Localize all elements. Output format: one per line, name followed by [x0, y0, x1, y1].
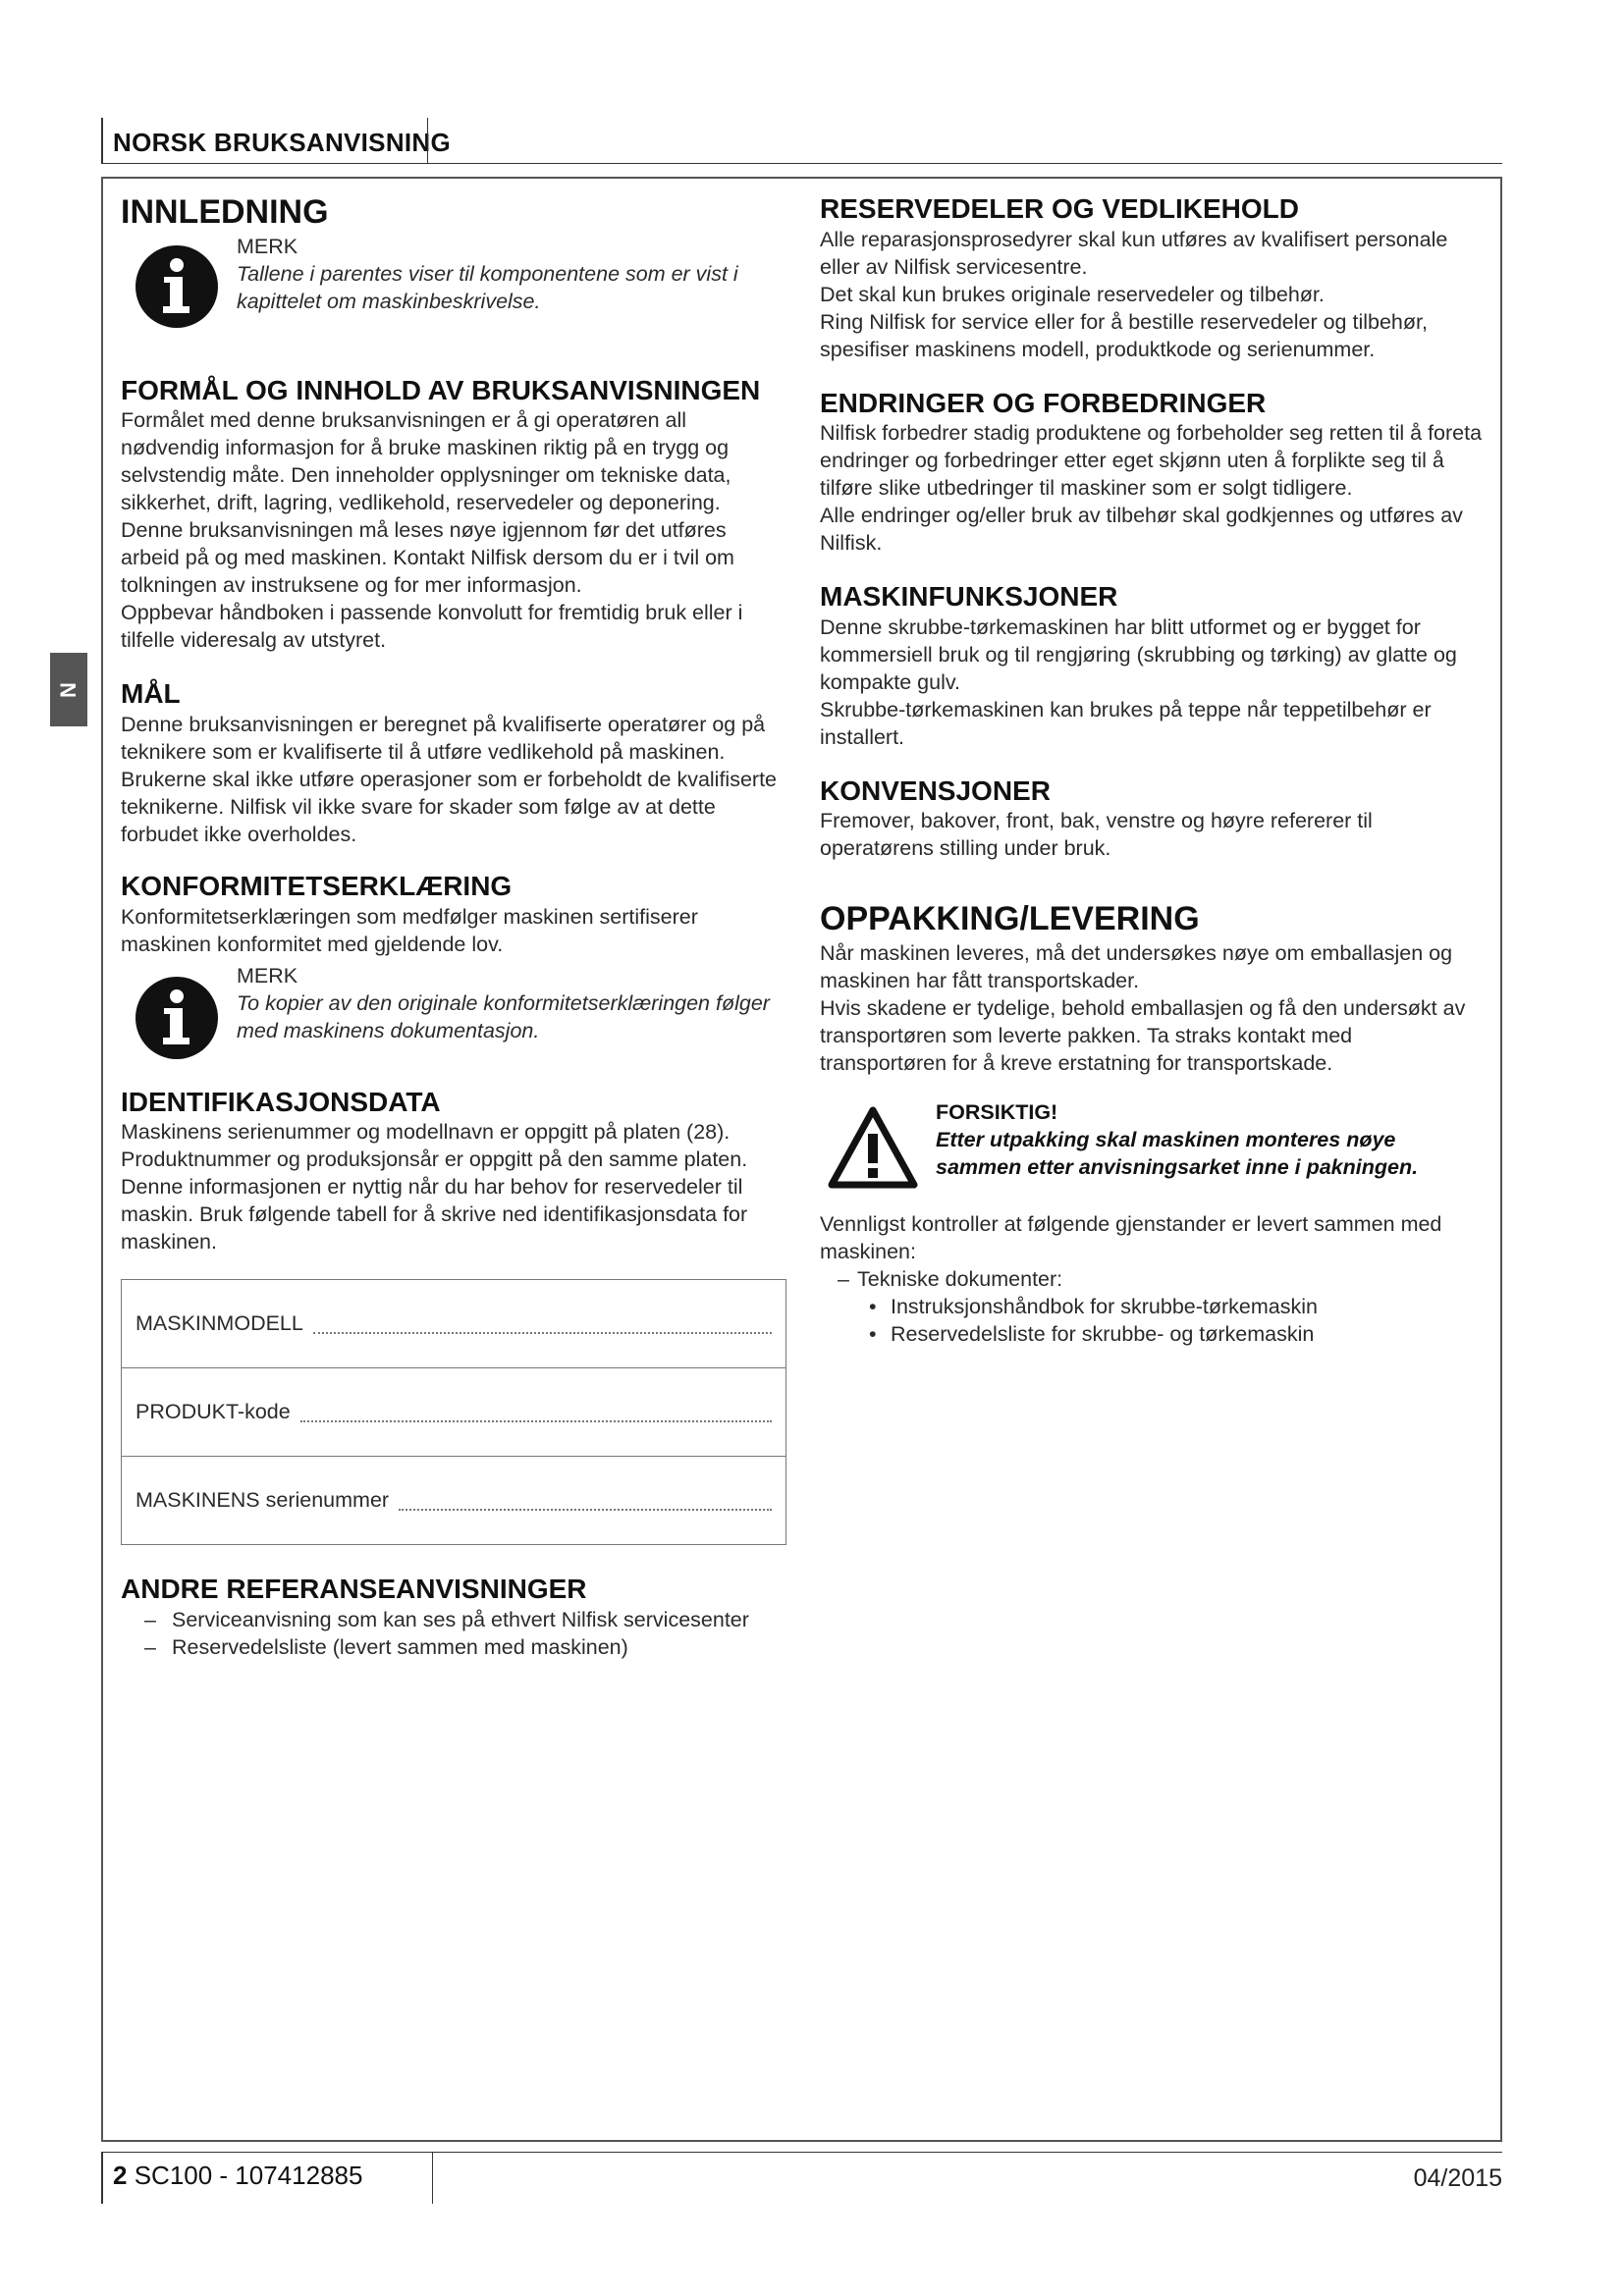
id-fill-line-model[interactable] [313, 1314, 772, 1334]
note-body: To kopier av den originale konformitetserklæringen følger med maskinens dokumentasjon. [237, 990, 770, 1042]
mal-paragraph-1: Denne bruksanvisningen er beregnet på kvalifiserte operatører og på teknikere som er kvalifiserte til å utføre vedlikehold på maskinen. [121, 712, 766, 764]
page-footer [101, 2152, 1502, 2204]
section-mal [121, 677, 788, 848]
dash-marker: – [144, 1607, 156, 1631]
andre-title: ANDRE REFERANSEANVISNINGER [121, 1574, 587, 1605]
section-reservedeler [820, 192, 1483, 363]
oppakking-bullet-list [820, 1293, 1483, 1348]
innledning-title: INNLEDNING [121, 193, 329, 231]
bullet-marker: • [869, 1322, 877, 1347]
maskinfunksjoner-title: MASKINFUNKSJONER [820, 581, 1118, 613]
endringer-title: ENDRINGER OG FORBEDRINGER [820, 387, 1267, 418]
konformitet-paragraph-1: Konformitetserklæringen som medfølger maskinen sertifiserer maskinen konformitet med gjeldende lov. [121, 904, 698, 956]
konvensjoner-title: KONVENSJONER [820, 774, 1051, 806]
identifikasjon-paragraph-2: Produktnummer og produksjonsår er oppgitt på den samme platen. [121, 1148, 748, 1172]
list-item [820, 1320, 1483, 1348]
caution-text [936, 1098, 1483, 1181]
dash-marker: – [838, 1267, 849, 1292]
bullet-marker: • [869, 1295, 877, 1319]
konvensjoner-paragraph-1: Fremover, bakover, front, bak, venstre og høyre refererer til operatørens stilling under bruk. [820, 809, 1373, 861]
oppakking-dash-list [820, 1265, 1483, 1293]
identifikasjon-paragraph-3: Denne informasjonen er nyttig når du har behov for reservedeler til maskin. Bruk følgende tabell for å skrive ned identifikasjonsdata for maskinen. [121, 1175, 748, 1255]
endringer-paragraph-1: Nilfisk forbedrer stadig produktene og forbeholder seg retten til å foreta endringer og forbedringer etter eget skjønn uten å forplikte seg til å tilføre slike utbedringer til maskiner som er solgt tidligere. [820, 421, 1483, 501]
id-label-model: MASKINMODELL [135, 1311, 303, 1336]
section-innledning [121, 192, 788, 329]
list-item [121, 1606, 788, 1633]
warning-triangle-icon [828, 1106, 918, 1189]
reservedeler-title: RESERVEDELER OG VEDLIKEHOLD [820, 193, 1300, 224]
identification-table [121, 1279, 786, 1545]
list-item [820, 1265, 1483, 1293]
id-row-model [122, 1280, 785, 1368]
section-andre [121, 1573, 788, 1661]
list-item [121, 1633, 788, 1661]
section-identifikasjon [121, 1086, 788, 1546]
identifikasjon-title: IDENTIFIKASJONSDATA [121, 1086, 441, 1117]
konformitet-title: KONFORMITETSERKLÆRING [121, 870, 513, 901]
side-tab-label: N [55, 681, 81, 698]
language-side-tab [50, 653, 87, 726]
mal-paragraph-2: Brukerne skal ikke utføre operasjoner som er forbeholdt de kvalifiserte teknikerne. Nilfisk vil ikke svare for skader som følge av at dette forbudet ikke overholdes. [121, 767, 778, 846]
note-label: MERK [237, 234, 298, 258]
note-body: Tallene i parentes viser til komponentene som er vist i kapittelet om maskinbeskrivelse. [237, 261, 738, 313]
note-label: MERK [237, 963, 298, 988]
footer-divider [432, 2153, 433, 2204]
list-item-text: Reservedelsliste (levert sammen med maskinen) [172, 1634, 628, 1659]
reservedeler-paragraph-1: Alle reparasjonsprosedyrer skal kun utføres av kvalifisert personale eller av Nilfisk servicesentre. [820, 227, 1448, 279]
page-number: 2 [113, 2161, 128, 2190]
list-item-text: Reservedelsliste for skrubbe- og tørkemaskin [891, 1322, 1315, 1347]
footer-date: 04/2015 [1413, 2164, 1502, 2192]
section-konvensjoner [820, 774, 1483, 863]
list-item-text: Tekniske dokumenter: [857, 1267, 1063, 1292]
konformitet-note [121, 962, 788, 1060]
id-fill-line-product-code[interactable] [300, 1403, 772, 1422]
konformitet-note-text [237, 962, 788, 1044]
oppakking-paragraph-3: Vennligst kontroller at følgende gjenstander er levert sammen med maskinen: [820, 1212, 1442, 1264]
left-column [121, 192, 788, 1661]
id-fill-line-serial[interactable] [399, 1491, 772, 1511]
caution-body: Etter utpakking skal maskinen monteres nøye sammen etter anvisningsarket inne i pakningen. [936, 1128, 1419, 1180]
reservedeler-paragraph-2: Det skal kun brukes originale reservedeler og tilbehør. [820, 282, 1325, 306]
identifikasjon-paragraph-1: Maskinens serienummer og modellnavn er oppgitt på platen (28). [121, 1120, 731, 1145]
right-column [820, 192, 1483, 1348]
section-konformitet [121, 870, 788, 1060]
oppakking-paragraph-2: Hvis skadene er tydelige, behold emballasjen og få den undersøkt av transportøren som leverte pakken. Ta straks kontakt med transportøren for å kreve erstatning for transportskade. [820, 996, 1466, 1076]
list-item [820, 1293, 1483, 1320]
list-item-text: Instruksjonshåndbok for skrubbe-tørkemaskin [891, 1295, 1318, 1319]
section-formal [121, 374, 788, 655]
id-row-serial [122, 1457, 785, 1544]
section-endringer [820, 387, 1483, 558]
caution-block [820, 1098, 1483, 1189]
page-header [101, 118, 1502, 164]
section-maskinfunksjoner [820, 580, 1483, 751]
caution-label: FORSIKTIG! [936, 1100, 1058, 1125]
list-item-text: Serviceanvisning som kan ses på ethvert Nilfisk servicesenter [172, 1607, 749, 1631]
maskinfunksjoner-paragraph-2: Skrubbe-tørkemaskinen kan brukes på teppe når teppetilbehør er installert. [820, 697, 1432, 749]
header-title: NORSK BRUKSANVISNING [113, 128, 452, 157]
mal-title: MÅL [121, 678, 181, 710]
endringer-paragraph-2: Alle endringer og/eller bruk av tilbehør skal godkjennes og utføres av Nilfisk. [820, 504, 1463, 556]
id-label-product-code: PRODUKT-kode [135, 1400, 291, 1424]
innledning-note [121, 233, 788, 329]
innledning-note-text [237, 233, 788, 315]
dash-marker: – [144, 1634, 156, 1659]
formal-title: FORMÅL OG INNHOLD AV BRUKSANVISNINGEN [121, 374, 761, 405]
info-icon [135, 244, 219, 329]
section-oppakking [820, 899, 1483, 1348]
document-id: SC100 - 107412885 [134, 2161, 363, 2190]
maskinfunksjoner-paragraph-1: Denne skrubbe-tørkemaskinen har blitt utformet og er bygget for kommersiell bruk og til rengjøring (skrubbing og tørking) av glatte og kompakte gulv. [820, 614, 1457, 694]
id-row-product-code [122, 1368, 785, 1457]
formal-paragraph-1: Formålet med denne bruksanvisningen er å gi operatøren all nødvendig informasjon for å bruke maskinen riktig på en trygg og selvstendig måte. Den inneholder opplysninger om tekniske data, sikkerhet, drift, lagring, vedlikehold, reservedeler og deponering. [121, 408, 731, 515]
oppakking-title: OPPAKKING/LEVERING [820, 900, 1200, 938]
id-label-serial: MASKINENS serienummer [135, 1488, 390, 1513]
info-icon [135, 976, 219, 1060]
formal-paragraph-3: Oppbevar håndboken i passende konvolutt for fremtidig bruk eller i tilfelle videresalg av utstyret. [121, 601, 743, 653]
andre-list [121, 1606, 788, 1661]
reservedeler-paragraph-3: Ring Nilfisk for service eller for å bestille reservedeler og tilbehør, spesifiser maskinens modell, produktkode og serienummer. [820, 309, 1428, 361]
header-divider [427, 118, 428, 163]
oppakking-paragraph-1: Når maskinen leveres, må det undersøkes nøye om emballasjen og maskinen har fått transportskader. [820, 941, 1453, 993]
footer-doc-ref [113, 2161, 362, 2191]
formal-paragraph-2: Denne bruksanvisningen må leses nøye igjennom før det utføres arbeid på og med maskinen. Kontakt Nilfisk dersom du er i tvil om tolkningen av instruksene og for mer informasjon. [121, 518, 734, 598]
